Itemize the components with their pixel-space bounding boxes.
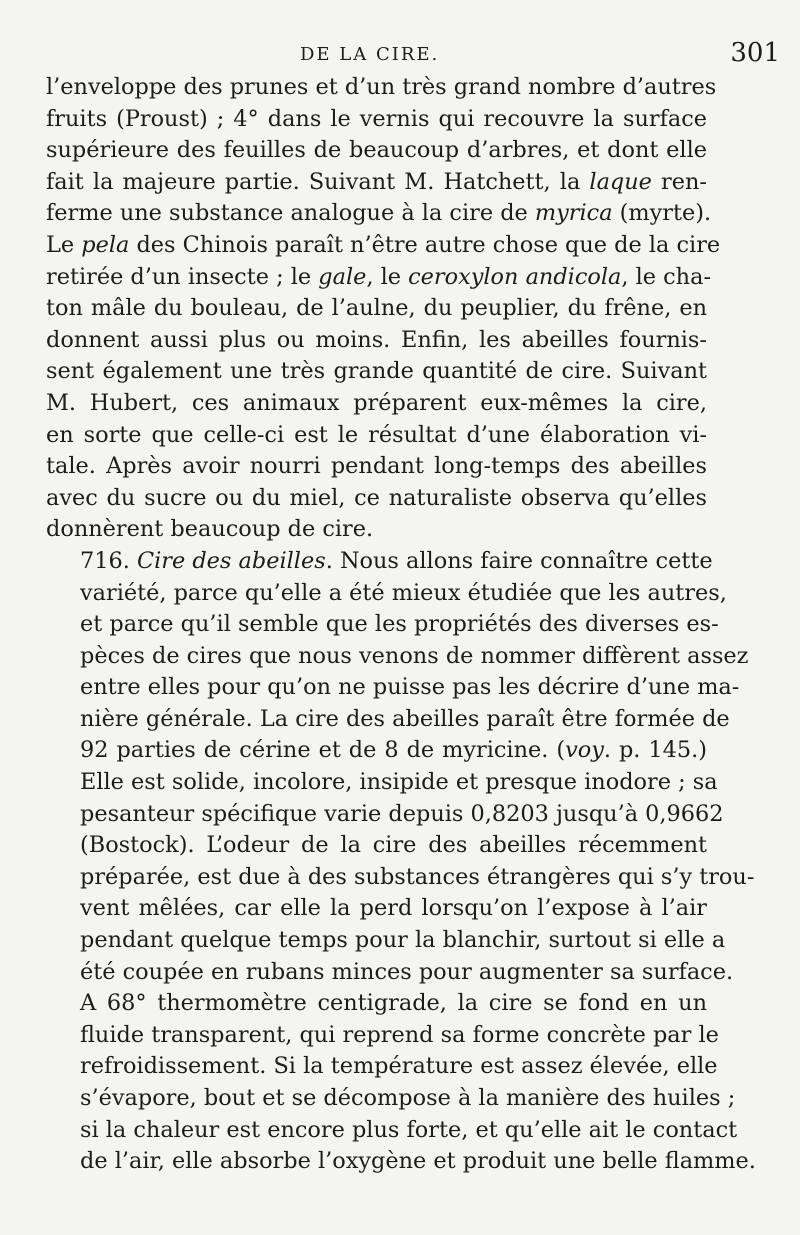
running-head: DE LA CIRE. (300, 44, 440, 65)
text-line: 92 parties de cérine et de 8 de myricine. (voy. p. 145.) (80, 737, 707, 764)
text-line: variété, parce qu’elle a été mieux étudiée que les autres, (80, 579, 727, 606)
text-line: A 68° thermomètre centigrade, la cire se fond en un (80, 990, 707, 1017)
body-text (46, 72, 756, 1178)
text-line: et parce qu’il semble que les propriétés des diverses es- (80, 611, 719, 638)
text-line: retirée d’un insecte ; le gale, le ceroxylon andicola, le cha- (46, 263, 712, 290)
text-line: tale. Après avoir nourri pendant long-temps des abeilles (46, 453, 707, 480)
text-line: s’évapore, bout et se décompose à la manière des huiles ; (80, 1085, 736, 1111)
paragraph (46, 546, 755, 988)
text-line: ton mâle du bouleau, de l’aulne, du peuplier, du frêne, en (46, 295, 707, 322)
text-line: fluide transparent, qui reprend sa forme concrète par le (80, 1021, 719, 1048)
text-line: de l’air, elle absorbe l’oxygène et produit une belle flamme. (80, 1148, 756, 1175)
text-line: en sorte que celle-ci est le résultat d’une élaboration vi- (46, 421, 707, 448)
text-line: vent mêlées, car elle la perd lorsqu’on l’expose à l’air (80, 895, 707, 922)
text-line: entre elles pour qu’on ne puisse pas les décrire d’une ma- (80, 674, 740, 701)
text-line: refroidissement. Si la température est assez élevée, elle (80, 1053, 718, 1080)
text-line: (Bostock). L’odeur de la cire des abeilles récemment (80, 832, 707, 859)
text-line: Elle est solide, incolore, insipide et presque inodore ; sa (80, 769, 718, 796)
text-line: fait la majeure partie. Suivant M. Hatchett, la laque ren- (46, 168, 707, 195)
text-line: si la chaleur est encore plus forte, et qu’elle ait le contact (80, 1116, 738, 1143)
paragraph (46, 72, 721, 546)
text-line: avec du sucre ou du miel, ce naturaliste observa qu’elles (46, 484, 707, 511)
text-line: l’enveloppe des prunes et d’un très grand nombre d’autres (46, 74, 717, 100)
text-line: sent également une très grande quantité de cire. Suivant (46, 358, 707, 385)
paragraph (46, 988, 756, 1178)
text-line: Le pela des Chinois paraît n’être autre chose que de la cire (46, 231, 721, 258)
text-line: 716. Cire des abeilles. Nous allons faire connaître cette (80, 547, 713, 574)
text-line: donnèrent beaucoup de cire. (46, 516, 374, 543)
page-number: 301 (730, 38, 780, 68)
text-line: nière générale. La cire des abeilles paraît être formée de (80, 705, 730, 732)
text-line: préparée, est due à des substances étrangères qui s’y trou- (80, 863, 755, 890)
text-line: pesanteur spécifique varie depuis 0,8203 jusqu’à 0,9662 (80, 800, 724, 827)
text-line: pèces de cires que nous venons de nommer diffèrent assez (80, 642, 749, 669)
text-line: été coupée en rubans minces pour augmenter sa surface. (80, 958, 734, 985)
text-line: supérieure des feuilles de beaucoup d’arbres, et dont elle (46, 137, 707, 164)
text-line: donnent aussi plus ou moins. Enfin, les abeilles fournis- (46, 326, 707, 353)
text-line: fruits (Proust) ; 4° dans le vernis qui recouvre la surface (46, 105, 707, 132)
text-line: M. Hubert, ces animaux préparent eux-mêmes la cire, (46, 389, 707, 416)
text-line: ferme une substance analogue à la cire de myrica (myrte). (46, 200, 712, 227)
text-line: pendant quelque temps pour la blanchir, surtout si elle a (80, 927, 726, 954)
